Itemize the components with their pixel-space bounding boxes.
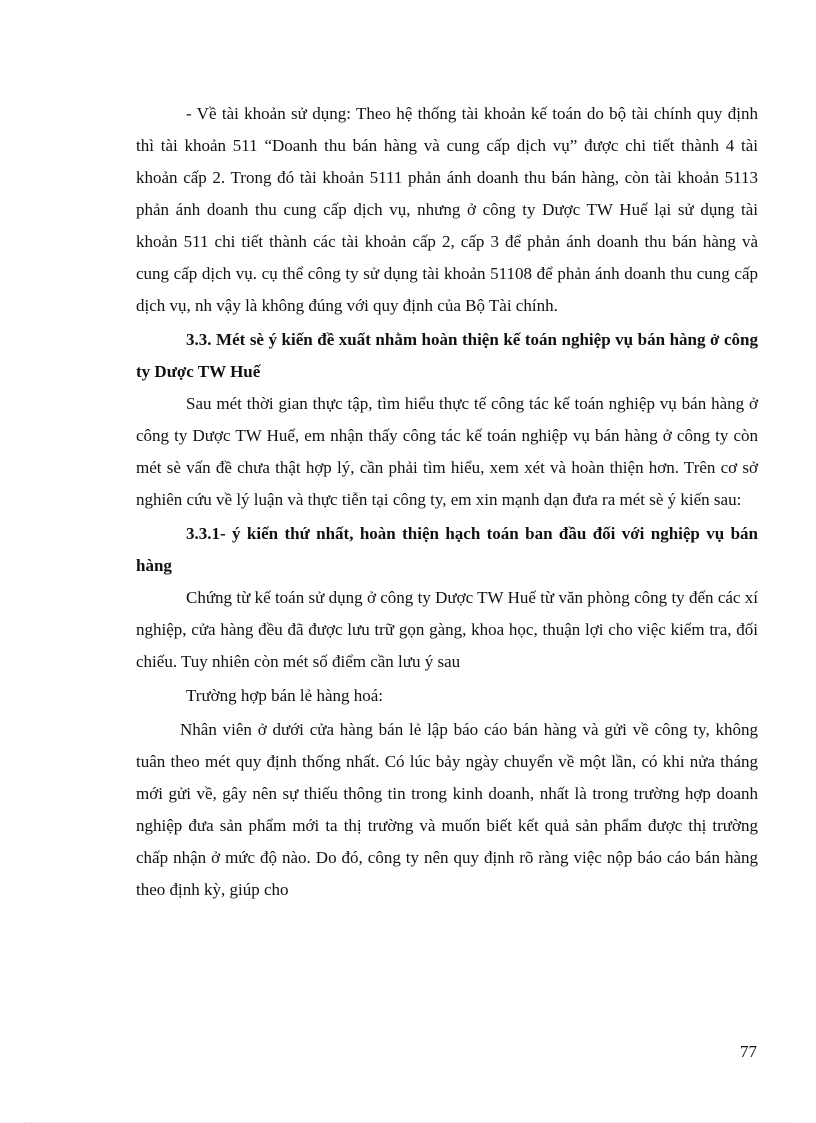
heading-3-3: 3.3. Mét sè ý kiến đề xuất nhằm hoàn thiện kế toán nghiệp vụ bán hàng ở công ty Dược TW Huế [136,330,758,381]
document-body [136,98,758,906]
paragraph-retail-case: Trường hợp bán lẻ hàng hoá: [186,686,384,705]
page-number: 77 [740,1042,757,1061]
paragraph-vouchers: Chứng từ kế toán sử dụng ở công ty Dược TW Huế từ văn phòng công ty đến các xí nghiệp, cửa hàng đều đã được lưu trữ gọn gàng, khoa học, thuận lợi cho việc kiểm tra, đối chiếu. Tuy nhiên còn mét số điểm cần lưu ý sau [136,588,758,671]
heading-3-3-1: 3.3.1- ý kiến thứ nhất, hoàn thiện hạch toán ban đầu đối với nghiệp vụ bán hàng [136,524,758,575]
paragraph-intro: Sau mét thời gian thực tập, tìm hiểu thực tế công tác kế toán nghiệp vụ bán hàng ở công ty Dược TW Huế, em nhận thấy công tác kế toán nghiệp vụ bán hàng ở công ty còn mét sè vấn đề chưa thật hợp lý, cần phải tìm hiểu, xem xét và hoàn thiện hơn. Trên cơ sở nghiên cứu về lý luận và thực tiễn tại công ty, em xin mạnh dạn đưa ra mét sè ý kiến sau: [136,394,758,509]
paragraph-staff-report: Nhân viên ở dưới cửa hàng bán lẻ lập báo cáo bán hàng và gửi về công ty, không tuân theo mét quy định thống nhất. Có lúc bảy ngày chuyển về một lần, có khi nửa tháng mới gửi về, gây nên sự thiếu thông tin trong kinh doanh, nhất là trong trường hợp doanh nghiệp đưa sản phẩm mới ta thị trường và muốn biết kết quả sản phẩm được thị trường chấp nhận ở mức độ nào. Do đó, công ty nên quy định rõ ràng việc nộp báo cáo bán hàng theo định kỳ, giúp cho [136,720,758,899]
paragraph-account-usage: - Về tài khoản sử dụng: Theo hệ thống tài khoản kế toán do bộ tài chính quy định thì tài khoản 511 “Doanh thu bán hàng và cung cấp dịch vụ” được chi tiết thành 4 tài khoản cấp 2. Trong đó tài khoản 5111 phản ánh doanh thu bán hàng, còn tài khoản 5113 phản ánh doanh thu cung cấp dịch vụ, nhưng ở công ty Dược TW Huế lại sử dụng tài khoản 511 chi tiết thành các tài khoản cấp 2, cấp 3 để phản ánh doanh thu bán hàng và cung cấp dịch vụ. cụ thể công ty sử dụng tài khoản 51108 để phản ánh doanh thu cung cấp dịch vụ, nh vậy là không đúng với quy định của Bộ Tài chính. [136,104,758,315]
